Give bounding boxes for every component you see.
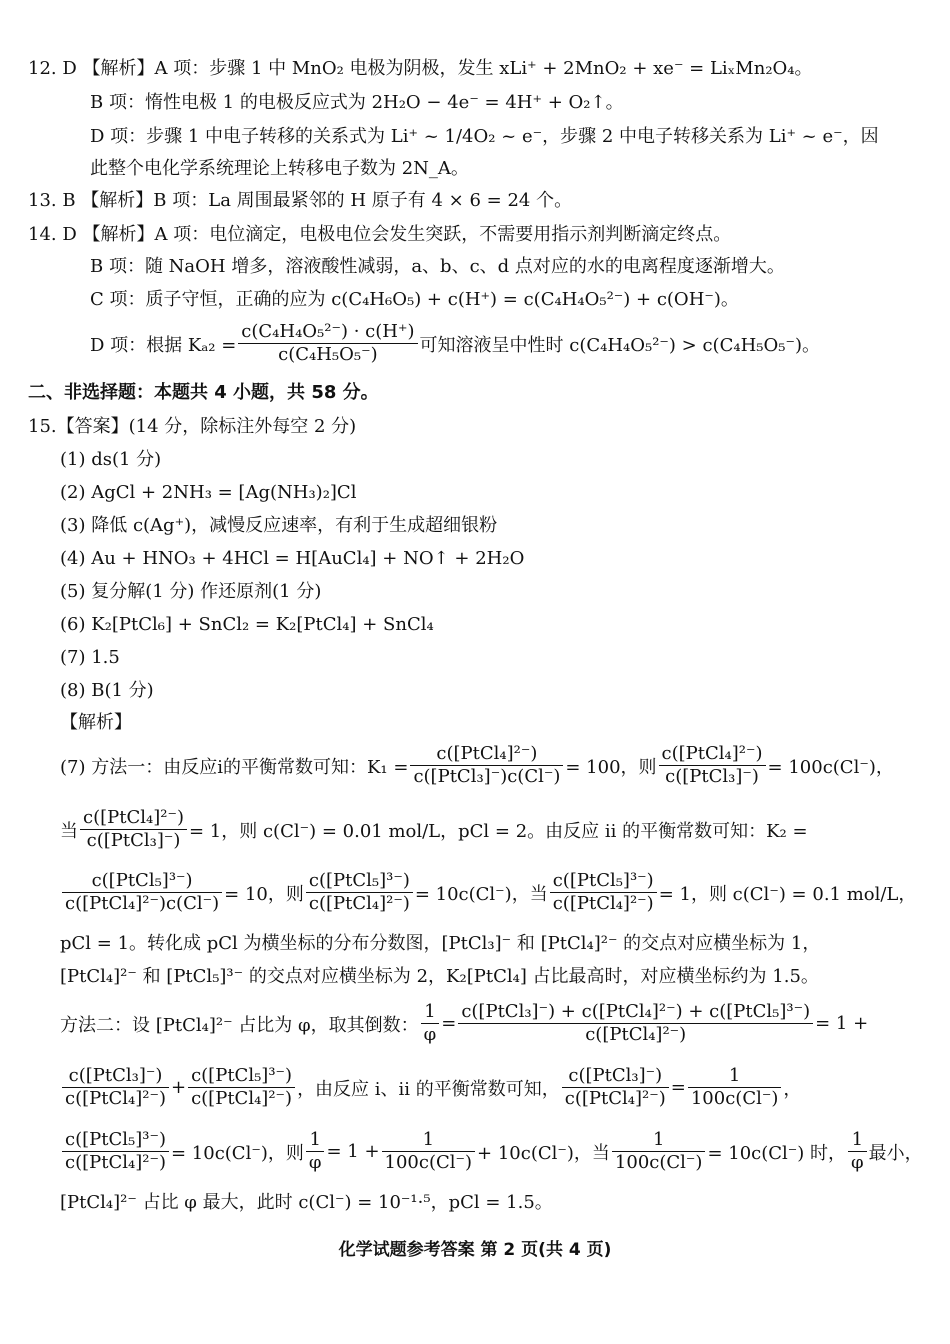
q15-answer-3: (3) 降低 c(Ag⁺)，减慢反应速率，有利于生成超细银粉 — [60, 515, 498, 536]
k2-denominator: c([PtCl₄]²⁻)c(Cl⁻) — [65, 893, 220, 914]
inverse-phi-fraction — [421, 1002, 440, 1045]
ratio-numerator: c([PtCl₃]⁻) — [62, 1066, 169, 1088]
ratio-fraction-5 — [62, 1066, 169, 1109]
exp-r1-post: = 100c(Cl⁻)， — [767, 756, 894, 778]
exp-row-9: [PtCl₄]²⁻ 占比 φ 最大，此时 c(Cl⁻) = 10⁻¹·⁵，pCl = 1.5。 — [60, 1192, 553, 1213]
reciprocal-numerator: 1 — [612, 1130, 706, 1152]
q14-line-1: 14. D 【解析】A 项：电位滴定，电极电位会发生突跃，不需要用指示剂判断滴定终点。 — [28, 224, 732, 245]
exp-r8-post: 最小， — [868, 1142, 923, 1164]
ka2-denominator: c(C₄H₅O₅⁻) — [278, 344, 378, 365]
page-footer: 化学试题参考答案 第 2 页(共 4 页) — [338, 1240, 612, 1260]
q15-answer-5: (5) 复分解(1 分) 作还原剂(1 分) — [60, 581, 322, 602]
reciprocal-fraction-3 — [612, 1130, 706, 1173]
reciprocal-numerator: 1 — [382, 1130, 476, 1152]
exp-r7-post: ， — [783, 1078, 802, 1100]
exp-r7-mid: ，由反应 ⅰ、ⅱ 的平衡常数可知， — [297, 1078, 560, 1100]
k1-denominator: c([PtCl₃]⁻)c(Cl⁻) — [413, 766, 561, 787]
ratio-numerator: c([PtCl₃]⁻) — [562, 1066, 669, 1088]
exp-row-1 — [60, 744, 894, 787]
ratio-fraction-2 — [80, 808, 187, 851]
exp-row-8 — [60, 1130, 923, 1173]
inverse-denominator: φ — [308, 1152, 322, 1173]
q15-answer-1: (1) ds(1 分) — [60, 449, 162, 470]
part2-heading: 二、非选择题：本题共 4 小题，共 58 分。 — [28, 382, 379, 403]
k2-fraction — [62, 871, 222, 914]
exp-r3-post: = 1，则 c(Cl⁻) = 0.1 mol/L， — [658, 883, 917, 905]
ratio-denominator: c([PtCl₄]²⁻) — [564, 1088, 666, 1109]
exp-r3-mid1: = 10，则 — [224, 883, 304, 905]
ratio-fraction-1 — [659, 744, 766, 787]
ratio-denominator: c([PtCl₄]²⁻) — [65, 1088, 166, 1109]
reciprocal-denominator: 100c(Cl⁻) — [384, 1152, 473, 1173]
exp-r2-post: = 1，则 c(Cl⁻) = 0.01 mol/L，pCl = 2。由反应 ⅱ 的平衡常数可知：K₂ = — [188, 820, 808, 842]
exp-r8-mid2: = 1 + — [326, 1141, 380, 1162]
q15-answer-6: (6) K₂[PtCl₆] + SnCl₂ = K₂[PtCl₄] + SnCl₄ — [60, 614, 434, 635]
q12-line-1: 12. D 【解析】A 项：步骤 1 中 MnO₂ 电极为阴极，发生 xLi⁺ + 2MnO₂ + xe⁻ = LiₓMn₂O₄。 — [28, 58, 813, 79]
q15-answer-4: (4) Au + HNO₃ + 4HCl = H[AuCl₄] + NO↑ + 2H₂O — [60, 548, 525, 569]
exp-row-2 — [60, 808, 808, 851]
inverse-denominator: φ — [423, 1024, 437, 1045]
reciprocal-fraction-2 — [382, 1130, 476, 1173]
ratio-numerator: c([PtCl₅]³⁻) — [550, 871, 657, 893]
exp-r1-pre: (7) 方法一：由反应ⅰ的平衡常数可知：K₁ = — [60, 756, 409, 778]
exp-r8-mid1: = 10c(Cl⁻)，则 — [170, 1142, 304, 1164]
exp-r8-mid3: + 10c(Cl⁻)，当 — [477, 1142, 610, 1164]
plus-sign: + — [170, 1077, 187, 1098]
reciprocal-numerator: 1 — [688, 1066, 782, 1088]
exp-r2-pre: 当 — [60, 820, 78, 842]
exp-row-7 — [60, 1066, 801, 1109]
ratio-numerator: c([PtCl₄]²⁻) — [80, 808, 187, 830]
q14-line-4 — [90, 322, 820, 365]
exp-r6-pre: 方法二：设 [PtCl₄]²⁻ 占比为 φ，取其倒数： — [60, 1014, 419, 1036]
ratio-fraction-6 — [188, 1066, 295, 1109]
q12-line-3: D 项：步骤 1 中电子转移的关系式为 Li⁺ ~ 1/4O₂ ~ e⁻，步骤 2 中电子转移关系为 Li⁺ ~ e⁻，因 — [90, 126, 879, 147]
sum-numerator: c([PtCl₃]⁻) + c([PtCl₄]²⁻) + c([PtCl₅]³⁻) — [458, 1002, 813, 1024]
ratio-numerator: c([PtCl₅]³⁻) — [188, 1066, 295, 1088]
inverse-denominator: φ — [851, 1152, 864, 1173]
equals-sign: = — [670, 1077, 686, 1098]
sum-fraction — [458, 1002, 813, 1045]
q12-line-2: B 项：惰性电极 1 的电极反应式为 2H₂O − 4e⁻ = 4H⁺ + O₂↑。 — [90, 92, 624, 113]
inverse-phi-fraction-3 — [848, 1130, 867, 1173]
exp-row-4: pCl = 1。转化成 pCl 为横坐标的分布分数图，[PtCl₃]⁻ 和 [PtCl₄]²⁻ 的交点对应横坐标为 1， — [60, 933, 821, 954]
inverse-phi-fraction-2 — [306, 1130, 325, 1173]
exp-r8-mid4: = 10c(Cl⁻) 时， — [707, 1142, 847, 1164]
ratio-denominator: c([PtCl₃]⁻) — [665, 766, 759, 787]
inverse-numerator: 1 — [848, 1130, 867, 1152]
reciprocal-denominator: 100c(Cl⁻) — [614, 1152, 703, 1173]
ratio-fraction-7 — [562, 1066, 669, 1109]
ratio-numerator: c([PtCl₅]³⁻) — [62, 1130, 169, 1152]
sum-denominator: c([PtCl₄]²⁻) — [585, 1024, 687, 1045]
ka2-numerator: c(C₄H₄O₅²⁻) · c(H⁺) — [238, 322, 417, 344]
q15-heading: 15.【答案】(14 分，除标注外每空 2 分) — [28, 416, 357, 437]
k1-numerator: c([PtCl₄]²⁻) — [410, 744, 563, 766]
exp-row-6 — [60, 1002, 868, 1045]
exp-row-3 — [60, 871, 916, 914]
ratio-fraction-8 — [62, 1130, 169, 1173]
q12-line-4: 此整个电化学系统理论上转移电子数为 2N_A。 — [90, 158, 469, 179]
ratio-denominator: c([PtCl₄]²⁻) — [191, 1088, 293, 1109]
q15-answer-8: (8) B(1 分) — [60, 680, 154, 701]
exp-r3-mid2: = 10c(Cl⁻)，当 — [414, 883, 548, 905]
q15-answer-7: (7) 1.5 — [60, 647, 120, 668]
exp-r1-mid: = 100，则 — [565, 756, 657, 778]
q14-line-2: B 项：随 NaOH 增多，溶液酸性减弱，a、b、c、d 点对应的水的电离程度逐渐增大。 — [90, 256, 785, 277]
ratio-numerator: c([PtCl₄]²⁻) — [659, 744, 766, 766]
ka2-fraction — [238, 322, 417, 365]
inverse-numerator: 1 — [306, 1130, 325, 1152]
ratio-numerator: c([PtCl₅]³⁻) — [306, 871, 413, 893]
ratio-denominator: c([PtCl₄]²⁻) — [65, 1152, 166, 1173]
equals-sign: = — [441, 1013, 457, 1034]
k1-fraction — [410, 744, 563, 787]
q14-line-3: C 项：质子守恒，正确的应为 c(C₄H₆O₅) + c(H⁺) = c(C₄H₄O₅²⁻) + c(OH⁻)。 — [90, 289, 739, 310]
q15-answer-2: (2) AgCl + 2NH₃ = [Ag(NH₃)₂]Cl — [60, 482, 357, 503]
ratio-fraction-3 — [306, 871, 413, 914]
ratio-denominator: c([PtCl₃]⁻) — [86, 830, 181, 851]
exp-r6-post: = 1 + — [815, 1013, 869, 1034]
q15-explanation-label: 【解析】 — [60, 712, 132, 733]
inverse-numerator: 1 — [421, 1002, 440, 1024]
q13-line-1: 13. B 【解析】B 项：La 周围最紧邻的 H 原子有 4 × 6 = 24 个。 — [28, 190, 573, 211]
ratio-denominator: c([PtCl₄]²⁻) — [308, 893, 410, 914]
q14-l4-post: 可知溶液呈中性时 c(C₄H₄O₅²⁻) > c(C₄H₅O₅⁻)。 — [419, 334, 820, 356]
reciprocal-fraction-1 — [688, 1066, 782, 1109]
ratio-fraction-4 — [550, 871, 657, 914]
reciprocal-denominator: 100c(Cl⁻) — [690, 1088, 779, 1109]
ratio-denominator: c([PtCl₄]²⁻) — [552, 893, 654, 914]
exp-row-5: [PtCl₄]²⁻ 和 [PtCl₅]³⁻ 的交点对应横坐标为 2，K₂[PtCl₄] 占比最高时，对应横坐标约为 1.5。 — [60, 966, 819, 987]
k2-numerator: c([PtCl₅]³⁻) — [62, 871, 222, 893]
q14-l4-pre: D 项：根据 Kₐ₂ = — [90, 334, 237, 356]
